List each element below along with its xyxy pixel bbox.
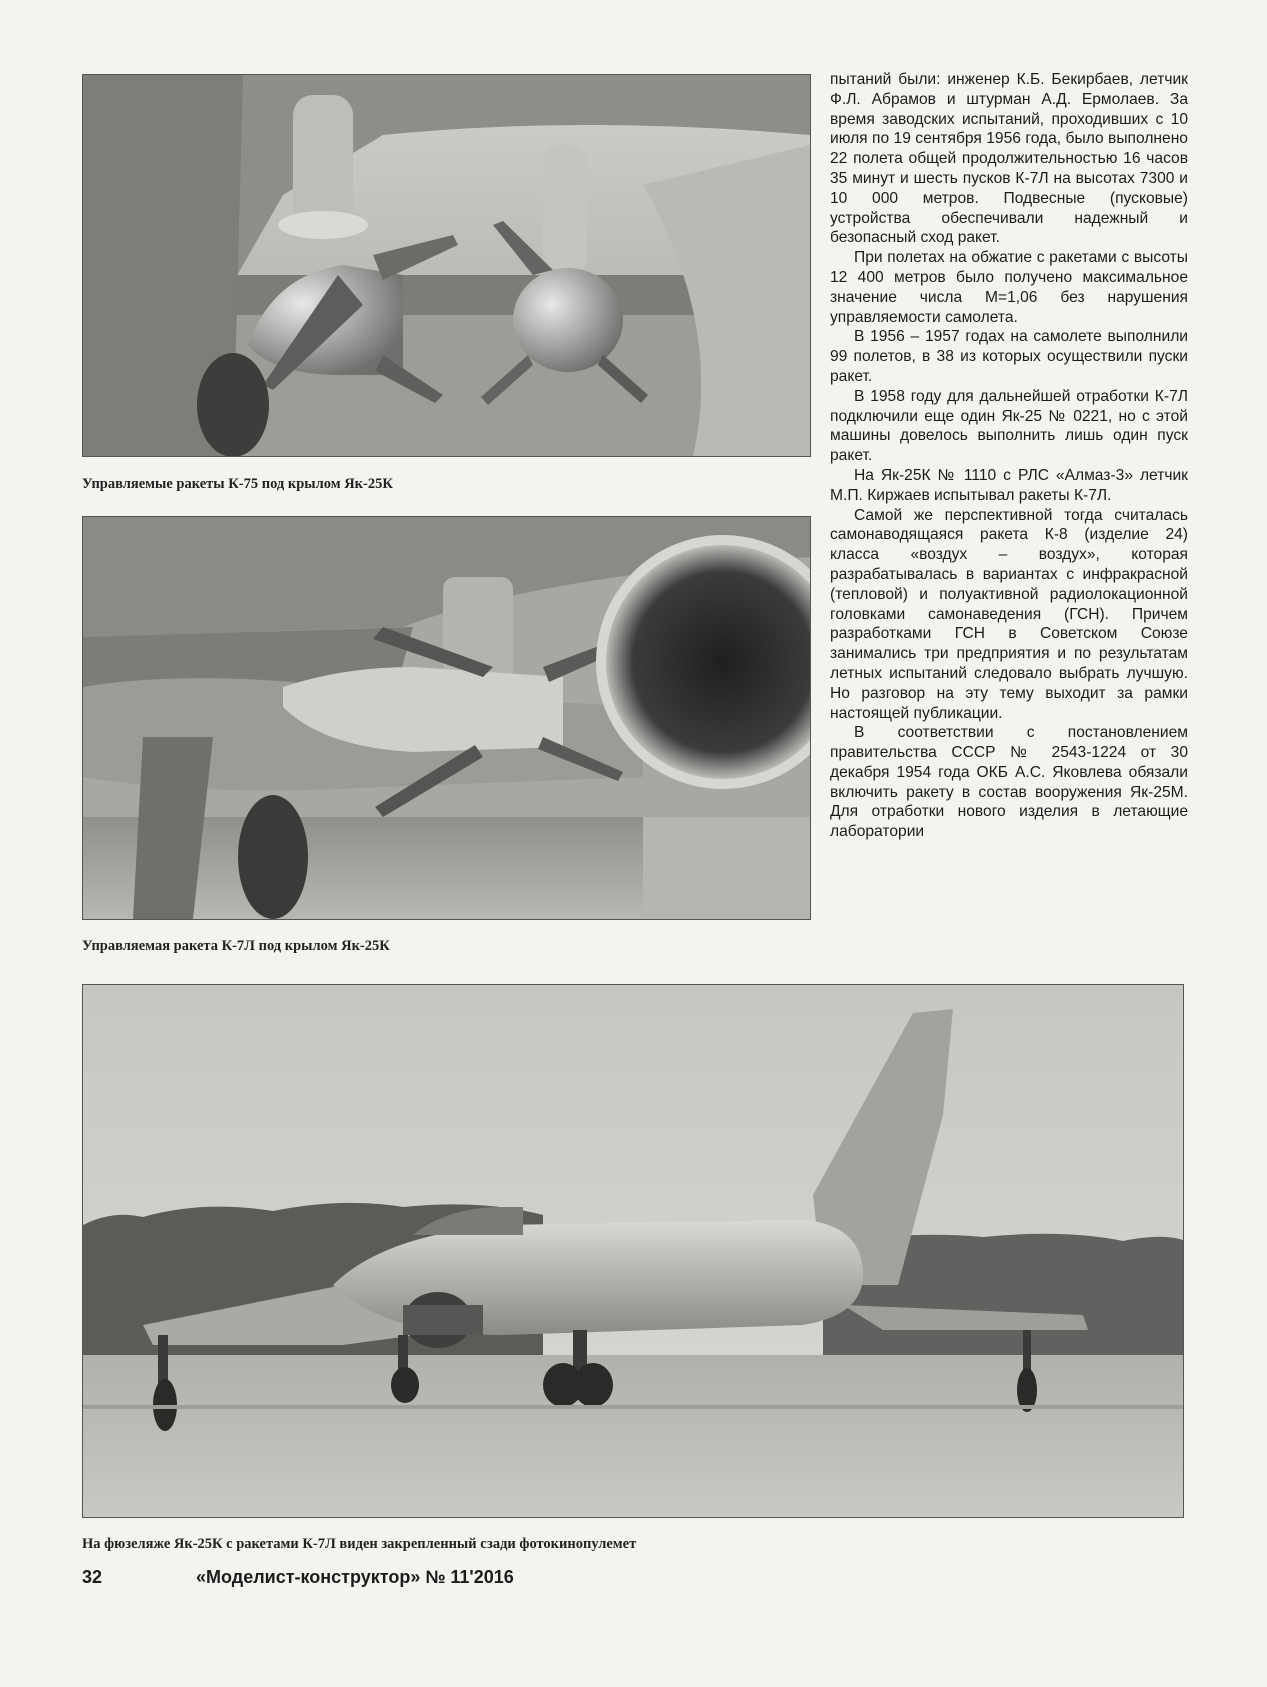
article-paragraph: Самой же перспективной тогда считалась самонаводящаяся ракета К-8 (изделие 24) класса «воздух – воздух», которая разрабатывалась в вариантах с инфракрасной (тепловой) и полуактивной радиолокационной головками самонаведения (ГСН). Причем разработками ГСН в Советском Союзе занимались три предприятия и по результатам летных испытаний следовало выбрать лучшую. Но разговор на эту тему выходит за рамки настоящей публикации. bbox=[830, 506, 1188, 722]
photo-k75-missiles-image bbox=[83, 75, 810, 456]
page-number: 32 bbox=[82, 1567, 103, 1587]
page-footer bbox=[82, 1567, 1227, 1597]
photo-k7l-missile-image bbox=[83, 517, 810, 919]
article-paragraph: В 1958 году для дальнейшей отработки К-7Л подключили еще один Як-25 № 0221, но с этой машины довелось выполнить лишь один пуск ракет. bbox=[830, 387, 1188, 465]
photo-yak25k-aircraft-image bbox=[83, 985, 1183, 1517]
photo-yak25k-aircraft bbox=[82, 984, 1184, 1518]
article-paragraph: При полетах на обжатие с ракетами с высоты 12 400 метров было получено максимальное значение числа М=1,06 без нарушения управляемости самолета. bbox=[830, 249, 1188, 326]
photo1-caption: Управляемые ракеты К-75 под крылом Як-25К bbox=[82, 476, 393, 492]
article-paragraph: В 1956 – 1957 годах на самолете выполнили 99 полетов, в 38 из которых осуществили пуски ракет. bbox=[830, 328, 1188, 385]
article-text-column bbox=[830, 70, 1188, 842]
article-paragraph: пытаний были: инженер К.Б. Бекирбаев, летчик Ф.Л. Абрамов и штурман А.Д. Ермолаев. За время заводских испытаний, проходивших с 10 июля по 19 сентября 1956 года, было выполнено 22 полета общей продолжительностью 16 часов 35 минут и шесть пусков К-7Л на высотах 7300 и 10 000 метров. Подвесные (пусковые) устройства обеспечивали надежный и безопасный сход ракет. bbox=[830, 71, 1188, 247]
article-paragraph: В соответствии с постановлением правительства СССР № 2543-1224 от 30 декабря 1954 года ОКБ А.С. Яковлева обязали включить ракету в состав вооружения Як-25М. Для отработки нового изделия в летающие лаборатории bbox=[830, 724, 1188, 841]
magazine-issue: «Моделист-конструктор» № 11'2016 bbox=[196, 1567, 514, 1587]
photo2-caption: Управляемая ракета К-7Л под крылом Як-25К bbox=[82, 938, 390, 954]
photo-k7l-missile bbox=[82, 516, 811, 920]
photo3-caption: На фюзеляже Як-25К с ракетами К-7Л виден закрепленный сзади фотокинопулемет bbox=[82, 1536, 637, 1552]
photo-k75-missiles bbox=[82, 74, 811, 457]
article-paragraph: На Як-25К № 1110 с РЛС «Алмаз-3» летчик М.П. Киржаев испытывал ракеты К-7Л. bbox=[830, 466, 1188, 504]
